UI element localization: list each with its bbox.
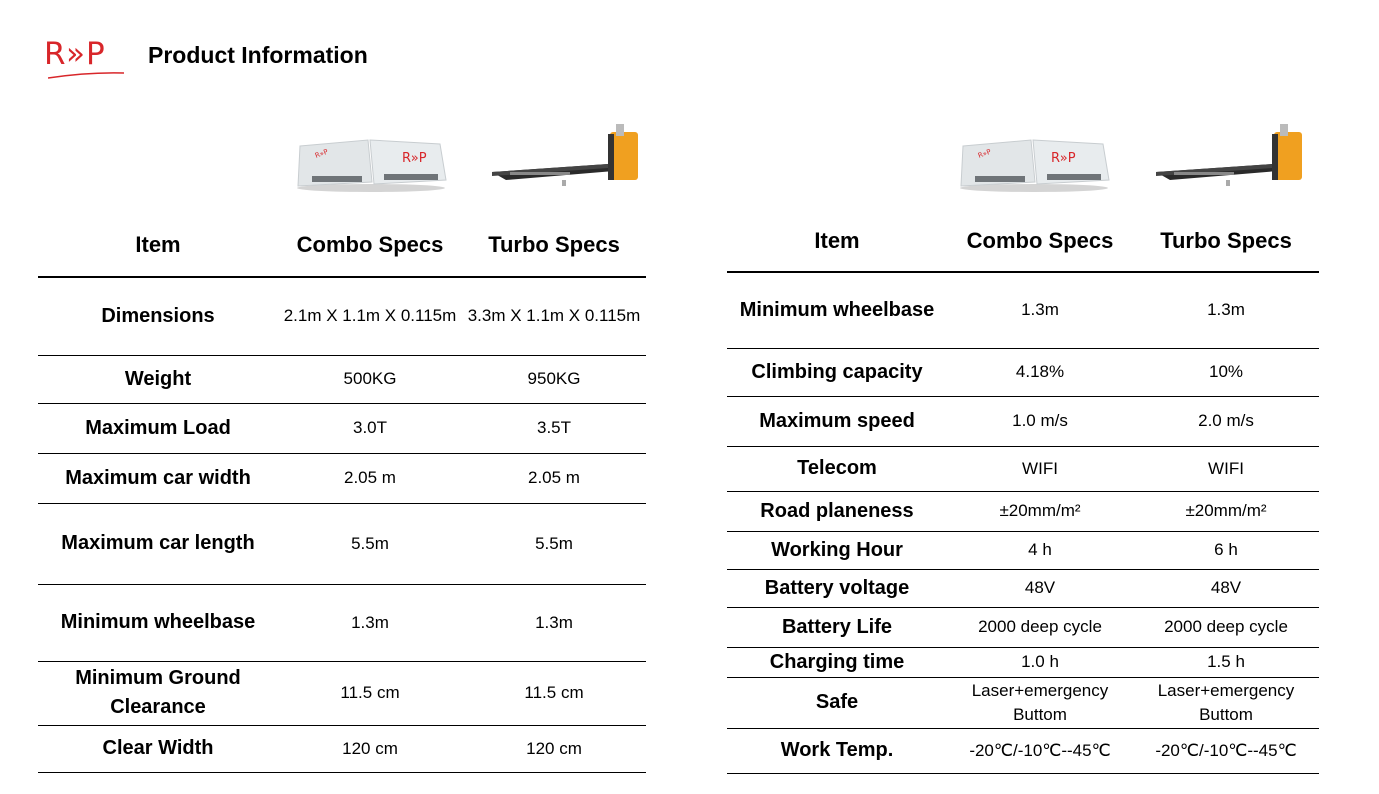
table-row xyxy=(727,677,1319,728)
turbo-product-image-right xyxy=(1154,120,1306,192)
row-turbo-value: 3.3m X 1.1m X 0.115m xyxy=(467,306,641,326)
row-combo-value: 1.3m xyxy=(1021,300,1059,320)
table-row xyxy=(38,403,646,453)
table-row xyxy=(38,355,646,403)
row-turbo-value: 10% xyxy=(1208,362,1244,381)
row-combo-value: 1.0 h xyxy=(1021,652,1059,671)
row-combo-value: 1.3m xyxy=(351,612,389,632)
row-item: Maximum speed xyxy=(759,409,915,432)
table-row xyxy=(727,569,1319,607)
row-turbo-value: 120 cm xyxy=(526,738,582,758)
table-row xyxy=(38,725,646,772)
row-combo-value: WIFI xyxy=(1022,458,1058,478)
row-combo-value: 2.05 m xyxy=(344,468,396,487)
row-item: Minimum wheelbase xyxy=(739,298,935,321)
row-turbo-value: Laser+emergency Buttom xyxy=(1157,680,1295,724)
table-header-row xyxy=(727,210,1319,272)
brand-logo-text: R»P xyxy=(44,36,106,72)
table-row xyxy=(727,647,1319,677)
row-combo-value: 3.0T xyxy=(352,418,388,437)
row-item: Maximum car length xyxy=(61,532,255,554)
header-combo-specs: Combo Specs xyxy=(296,232,444,257)
spec-table-right xyxy=(727,210,1319,774)
row-item: Work Temp. xyxy=(780,739,894,761)
row-turbo-value: WIFI xyxy=(1208,458,1244,478)
row-turbo-value: ±20mm/m² xyxy=(1185,501,1267,520)
row-combo-value: 1.0 m/s xyxy=(1012,411,1068,430)
row-turbo-value: 6 h xyxy=(1214,540,1238,559)
row-combo-value: ±20mm/m² xyxy=(999,501,1081,520)
row-item: Telecom xyxy=(797,457,877,479)
row-turbo-value: 5.5m xyxy=(535,533,573,553)
header-item: Item xyxy=(135,232,181,257)
combo-pad-logo: R»P xyxy=(1051,151,1076,166)
row-turbo-value: -20℃/-10℃--45℃ xyxy=(1155,740,1297,760)
row-combo-value: 4.18% xyxy=(1015,362,1065,381)
table-row xyxy=(38,503,646,584)
row-combo-value: 48V xyxy=(1024,578,1056,597)
row-item: Battery voltage xyxy=(764,576,910,599)
combo-product-image-right xyxy=(957,132,1111,192)
row-turbo-value: 2000 deep cycle xyxy=(1164,617,1288,636)
header-combo-specs: Combo Specs xyxy=(966,227,1114,253)
combo-product-image xyxy=(294,132,448,192)
table-row xyxy=(727,607,1319,647)
combo-pad-icon xyxy=(294,132,448,192)
table-row xyxy=(727,446,1319,491)
turbo-robot-icon xyxy=(490,120,642,192)
row-combo-value: 500KG xyxy=(343,369,397,388)
svg-text:R»P: R»P xyxy=(313,147,330,160)
row-turbo-value: 2.05 m xyxy=(528,468,580,487)
row-combo-value: 2000 deep cycle xyxy=(978,617,1102,636)
table-row xyxy=(38,453,646,503)
combo-pad-icon xyxy=(957,132,1111,192)
row-turbo-value: 1.3m xyxy=(535,612,573,632)
row-combo-value: 120 cm xyxy=(342,738,398,758)
table-row xyxy=(38,277,646,355)
table-row xyxy=(727,728,1319,773)
table-row xyxy=(727,396,1319,446)
svg-text:R»P: R»P xyxy=(976,147,993,160)
table-row xyxy=(727,272,1319,348)
row-item: Charging time xyxy=(769,650,905,673)
row-turbo-value: 1.5 h xyxy=(1207,652,1245,671)
row-combo-value: 5.5m xyxy=(351,533,389,553)
row-item: Clear Width xyxy=(102,737,214,759)
spec-table-left xyxy=(38,214,646,773)
row-combo-value: Laser+emergency Buttom xyxy=(971,680,1109,724)
logo-swoosh-icon xyxy=(48,70,124,80)
row-combo-value: 4 h xyxy=(1028,540,1052,559)
table-row xyxy=(38,584,646,661)
row-turbo-value: 2.0 m/s xyxy=(1198,411,1254,430)
row-turbo-value: 1.3m xyxy=(1207,300,1245,320)
table-row xyxy=(727,491,1319,531)
header-turbo-specs: Turbo Specs xyxy=(488,232,620,257)
row-item: Battery Life xyxy=(781,615,893,638)
row-combo-value: -20℃/-10℃--45℃ xyxy=(969,740,1111,760)
turbo-product-image xyxy=(490,120,642,192)
header-turbo-specs: Turbo Specs xyxy=(1160,227,1292,253)
row-item: Road planeness xyxy=(760,499,914,522)
row-turbo-value: 48V xyxy=(1210,578,1242,597)
row-combo-value: 11.5 cm xyxy=(340,683,400,702)
brand-logo xyxy=(44,36,124,82)
row-combo-value: 2.1m X 1.1m X 0.115m xyxy=(283,306,457,326)
header-item: Item xyxy=(814,227,860,253)
table-row xyxy=(727,348,1319,396)
row-turbo-value: 3.5T xyxy=(536,418,572,437)
row-turbo-value: 11.5 cm xyxy=(524,683,584,702)
page-title: Product Information xyxy=(148,42,368,68)
row-item: Safe xyxy=(815,691,859,713)
row-item: Maximum car width xyxy=(65,466,251,489)
row-item: Minimum wheelbase xyxy=(60,611,256,633)
turbo-robot-icon xyxy=(1154,120,1306,192)
row-turbo-value: 950KG xyxy=(527,369,581,388)
row-item: Weight xyxy=(124,367,192,390)
row-item: Maximum Load xyxy=(85,416,231,439)
table-header-row xyxy=(38,214,646,277)
table-row xyxy=(38,661,646,725)
row-item: Dimensions xyxy=(101,304,215,327)
row-item: Climbing capacity xyxy=(751,360,923,383)
row-item: Minimum Ground Clearance xyxy=(75,667,241,718)
row-item: Working Hour xyxy=(771,538,903,561)
table-row xyxy=(727,531,1319,569)
combo-pad-logo: R»P xyxy=(402,151,427,166)
